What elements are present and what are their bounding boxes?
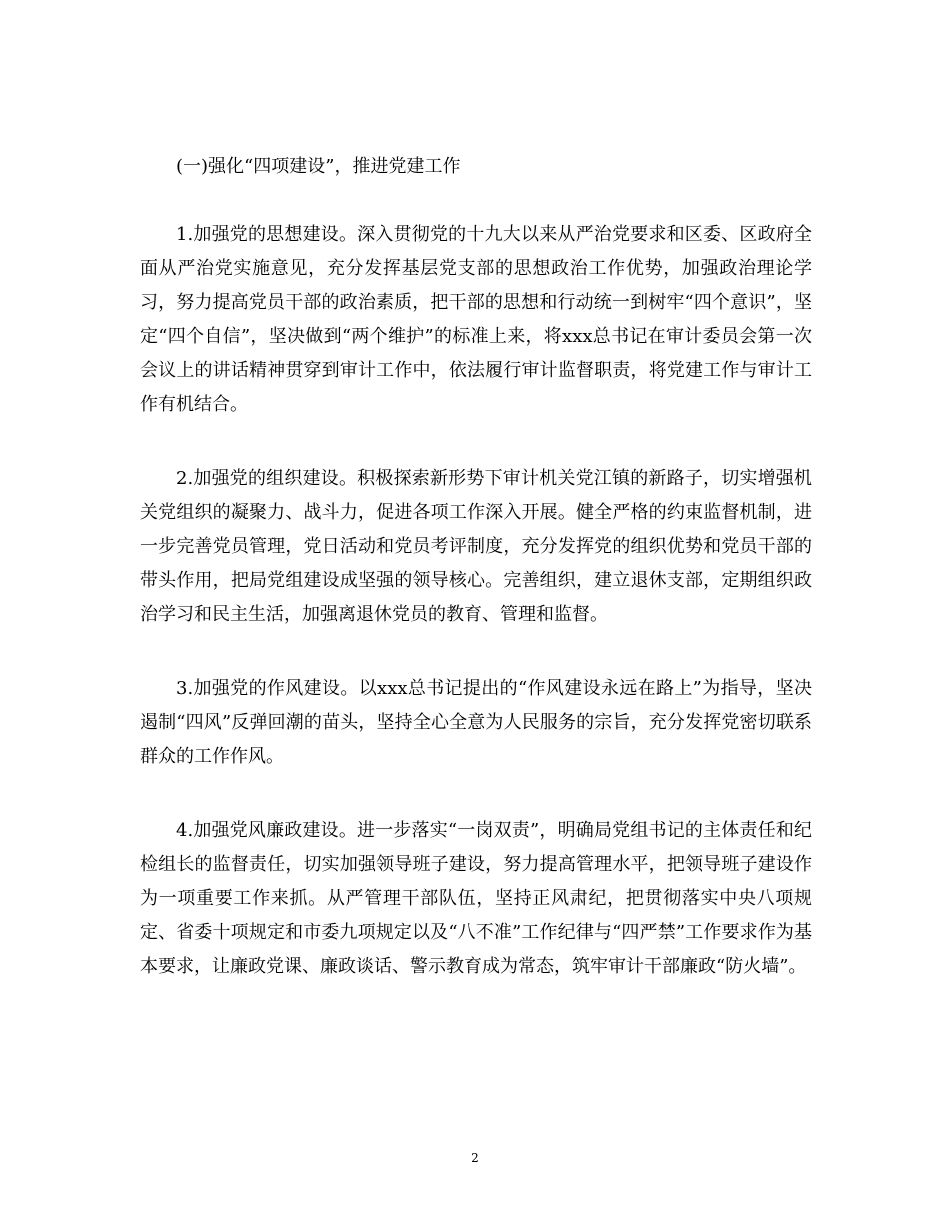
page-number: 2 xyxy=(471,1151,479,1165)
section-heading: (一)强化“四项建设”，推进党建工作 xyxy=(176,156,461,177)
paragraph-organization-building: 2.加强党的组织建设。积极探索新形势下审计机关党江镇的新路子，切实增强机关党组织的凝聚力、战斗力，促进各项工作深入开展。健全严格的约束监督机制，进一步完善党员管理，党日活动和党员考评制度，充分发挥党的组织优势和党员干部的带头作用，把局党组建设成坚强的领导核心。完善组织，建立退休支部，定期组织政治学习和民主生活，加强离退休党员的教育、管理和监督。 xyxy=(140,468,812,625)
paragraph-integrity-building: 4.加强党风廉政建设。进一步落实“一岗双责”，明确局党组书记的主体责任和纪检组长的监督责任，切实加强领导班子建设，努力提高管理水平，把领导班子建设作为一项重要工作来抓。从严管理干部队伍，坚持正风肃纪，把贯彻落实中央八项规定、省委十项规定和市委九项规定以及“八不准”工作纪律与“四严禁”工作要求作为基本要求，让廉政党课、廉政谈话、警示教育成为常态，筑牢审计干部廉政“防火墙”。 xyxy=(140,820,812,977)
paragraph-thought-building: 1.加强党的思想建设。深入贯彻党的十九大以来从严治党要求和区委、区政府全面从严治党实施意见，充分发挥基层党支部的思想政治工作优势，加强政治理论学习，努力提高党员干部的政治素质，把干部的思想和行动统一到树牢“四个意识”，坚定“四个自信”，坚决做到“两个维护”的标准上来，将xxx总书记在审计委员会第一次会议上的讲话精神贯穿到审计工作中，依法履行审计监督职责，将党建工作与审计工作有机结合。 xyxy=(140,224,812,415)
document-body xyxy=(140,150,812,1024)
paragraph-style-building: 3.加强党的作风建设。以xxx总书记提出的“作风建设永远在路上”为指导，坚决遏制“四风”反弹回潮的苗头，坚持全心全意为人民服务的宗旨，充分发挥党密切联系群众的工作作风。 xyxy=(140,678,812,767)
